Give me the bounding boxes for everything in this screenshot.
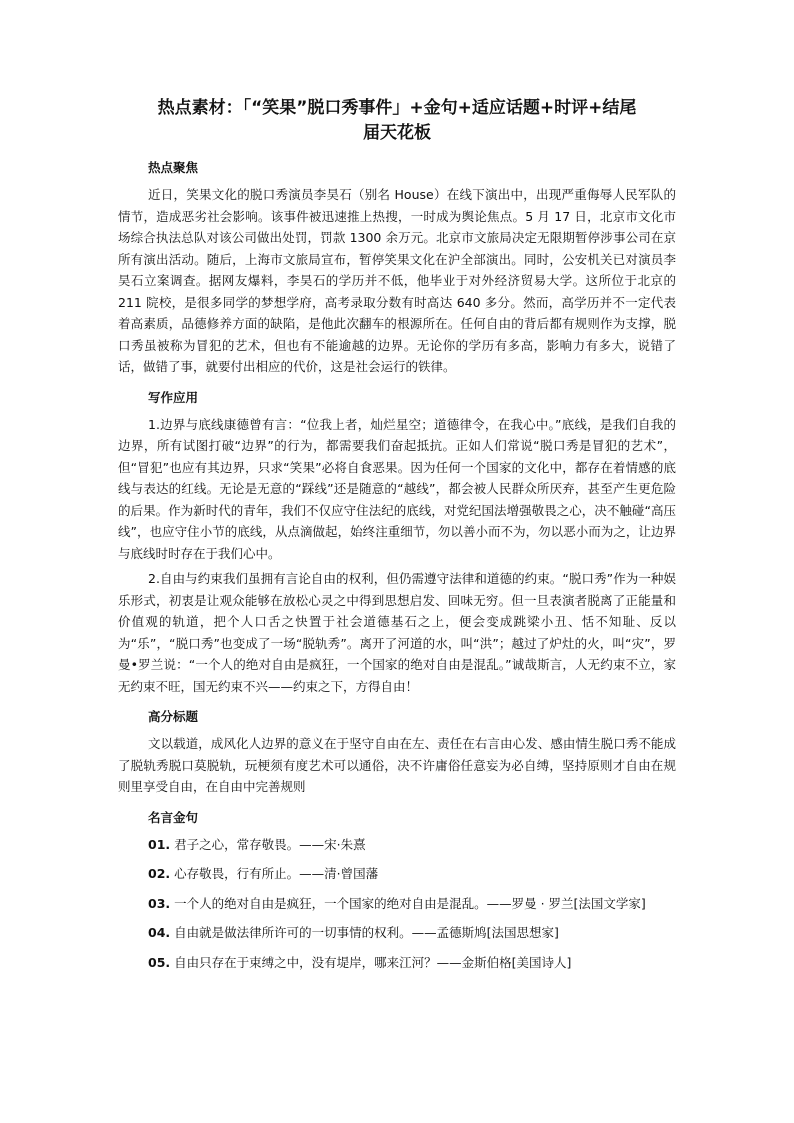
quote-text: 自由就是做法律所许可的一切事情的权利。——孟德斯鸠[法国思想家] bbox=[170, 925, 559, 940]
document-title bbox=[118, 96, 676, 146]
application-paragraph-1: 1.边界与底线康德曾有言：“位我上者，灿烂星空；道德律令，在我心中。”底线，是我们自我的边界，所有试图打破“边界”的行为，都需要我们奋起抵抗。正如人们常说“脱口秀是冒犯的艺术”，但“冒犯”也应有其边界，只求“笑果”必将自食恶果。因为任何一个国家的文化中，都存在着情感的底线与表达的红线。无论是无意的“踩线”还是随意的“越线”，都会被人民群众所厌弃，甚至产生更危险的后果。作为新时代的青年，我们不仅应守住法纪的底线，对党纪国法增强敬畏之心，决不触碰“高压线”，也应守住小节的底线，从点滴做起，始终注重细节，勿以善小而不为，勿以恶小而为之，让边界与底线时时存在于我们心中。 bbox=[118, 416, 676, 561]
quote-number: 03. bbox=[148, 895, 171, 911]
quote-item bbox=[118, 922, 676, 944]
quote-text: 一个人的绝对自由是疯狂，一个国家的绝对自由是混乱。——罗曼 · 罗兰[法国文学家] bbox=[170, 895, 646, 911]
quote-number: 04. bbox=[148, 925, 171, 940]
quote-list bbox=[118, 834, 676, 974]
section-heading-quotes: 名言金句 bbox=[148, 809, 199, 825]
quote-item bbox=[118, 863, 676, 885]
quote-number: 01. bbox=[148, 836, 171, 852]
document-title-line-1: 热点素材：「“笑果”脱口秀事件」+金句+适应话题+时评+结尾 bbox=[157, 98, 637, 118]
application-paragraph-2: 2.自由与约束我们虽拥有言论自由的权利，但仍需遵守法律和道德的约束。“脱口秀”作为一种娱乐形式，初衷是让观众能够在放松心灵之中得到思想启发、回味无穷。但一旦表演者脱离了正能量和价值观的轨道，把个人口舌之快置于社会道德基石之上，便会变成跳梁小丑、恬不知耻、反以为“乐”，“脱口秀”也变成了一场“脱轨秀”。离开了河道的水，叫“洪”；越过了炉灶的火，叫“灾”，罗曼•罗兰说：“一个人的绝对自由是疯狂，一个国家的绝对自由是混乱。”诚哉斯言，人无约束不立，家无约束不旺，国无约束不兴——约束之下，方得自由！ bbox=[118, 571, 676, 694]
section-heading-focus: 热点聚焦 bbox=[148, 160, 199, 175]
section-heading-application: 写作应用 bbox=[148, 389, 199, 405]
quote-number: 05. bbox=[148, 954, 171, 970]
quote-text: 自由只存在于束缚之中，没有堤岸，哪来江河？——金斯伯格[美国诗人] bbox=[170, 954, 572, 970]
quote-number: 02. bbox=[148, 866, 171, 881]
headline-paragraph: 文以载道，成风化人边界的意义在于坚守自由在左、责任在右言由心发、感由情生脱口秀不能成了脱轨秀脱口莫脱轨，玩梗须有度艺术可以通俗，决不许庸俗任意妄为必自缚，坚持原则才自由在规则里享受自由，在自由中完善规则 bbox=[118, 736, 676, 794]
quote-text: 心存敬畏，行有所止。——清·曾国藩 bbox=[170, 866, 379, 881]
quote-item bbox=[118, 834, 676, 856]
section-heading-headline: 高分标题 bbox=[148, 709, 199, 724]
document-page bbox=[118, 96, 676, 981]
quote-text: 君子之心，常存敬畏。——宋·朱熹 bbox=[170, 836, 366, 852]
focus-paragraph: 近日，笑果文化的脱口秀演员李昊石（别名 House）在线下演出中，出现严重侮辱人民军队的情节，造成恶劣社会影响。该事件被迅速推上热搜，一时成为舆论焦点。5 月 17 日，北京市文化市场综合执法总队对该公司做出处罚，罚款 1300 余万元。北京市文旅局决定无限期暂停涉事公司在京所有演出活动。随后，上海市文旅局宣布，暂停笑果文化在沪全部演出。同时，公安机关已对演员李昊石立案调查。据网友爆料，李昊石的学历并不低，他毕业于对外经济贸易大学。这所位于北京的 211 院校，是很多同学的梦想学府，高考录取分数有时高达 640 多分。然而，高学历并不一定代表着高素质，品德修养方面的缺陷，是他此次翻车的根源所在。任何自由的背后都有规则作为支撑，脱口秀虽被称为冒犯的艺术，但也有不能逾越的边界。无论你的学历有多高，影响力有多大，说错了话，做错了事，就要付出相应的代价，这是社会运行的铁律。 bbox=[118, 187, 676, 374]
quote-item bbox=[118, 952, 676, 974]
document-title-line-2: 届天花板 bbox=[363, 123, 431, 143]
quote-item bbox=[118, 893, 676, 915]
